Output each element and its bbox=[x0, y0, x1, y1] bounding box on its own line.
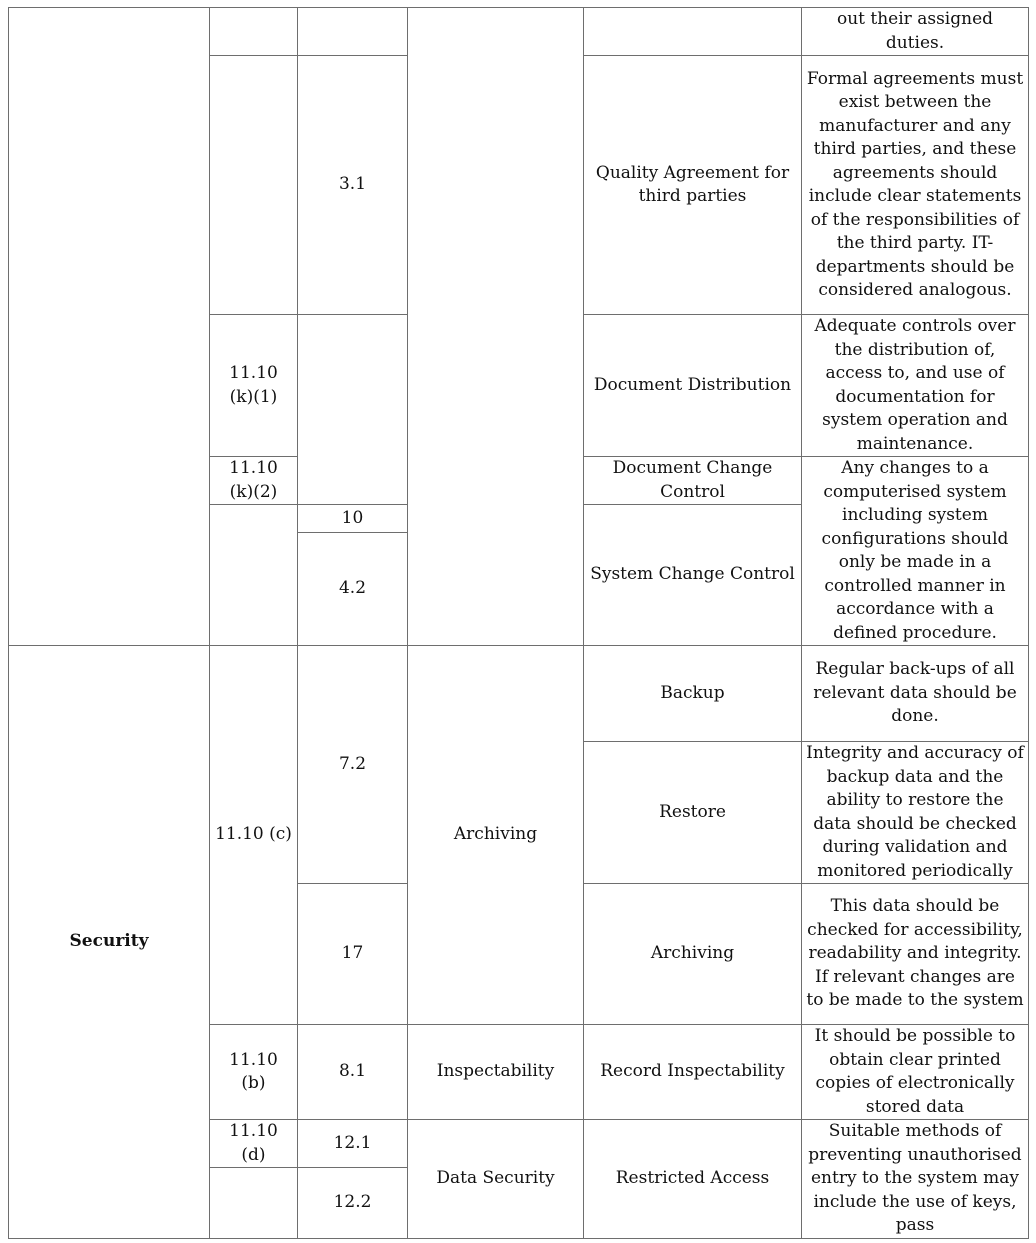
group-cell: Inspectability bbox=[408, 1025, 584, 1120]
title-cell: Document Distribution bbox=[584, 315, 802, 457]
title-cell-empty bbox=[584, 8, 802, 56]
annex-cell: 17 bbox=[298, 884, 408, 1025]
table-row bbox=[9, 8, 1029, 56]
description-cell: Formal agreements must exist between the manufacturer and any third parties, and these agreements should include clear statements of the responsibilities of the third party. IT-departments should be considered analogous. bbox=[802, 56, 1029, 315]
requirements-table-page bbox=[8, 7, 1028, 1239]
annex-cell: 3.1 bbox=[298, 56, 408, 315]
annex-cell: 12.1 bbox=[298, 1120, 408, 1168]
description-cell: Integrity and accuracy of backup data and the ability to restore the data should be checked during validation and monitored periodically bbox=[802, 742, 1029, 884]
description-cell: Any changes to a computerised system including system configurations should only be made in a controlled manner in accordance with a defined procedure. bbox=[802, 457, 1029, 646]
title-cell: Document Change Control bbox=[584, 457, 802, 505]
description-cell: out their assigned duties. bbox=[802, 8, 1029, 56]
table-row bbox=[9, 646, 1029, 742]
annex-cell: 10 bbox=[298, 505, 408, 533]
title-cell: Quality Agreement for third parties bbox=[584, 56, 802, 315]
cfr-cell-empty bbox=[210, 1168, 298, 1238]
group-cell: Data Security bbox=[408, 1120, 584, 1239]
requirements-table bbox=[8, 7, 1029, 1239]
description-cell: Suitable methods of preventing unauthorised entry to the system may include the use of keys, pass bbox=[802, 1120, 1029, 1239]
cfr-cell: 11.10 (k)(1) bbox=[210, 315, 298, 457]
cfr-cell: 11.10 (d) bbox=[210, 1120, 298, 1168]
cfr-cell-empty bbox=[210, 505, 298, 646]
group-cell: Archiving bbox=[408, 646, 584, 1025]
description-cell: This data should be checked for accessibility, readability and integrity. If relevant changes are to be made to the system bbox=[802, 884, 1029, 1025]
title-cell: Archiving bbox=[584, 884, 802, 1025]
cfr-cell: 11.10 (k)(2) bbox=[210, 457, 298, 505]
annex-cell: 12.2 bbox=[298, 1168, 408, 1238]
title-cell: System Change Control bbox=[584, 505, 802, 646]
title-cell: Record Inspectability bbox=[584, 1025, 802, 1120]
title-cell: Restore bbox=[584, 742, 802, 884]
title-cell: Backup bbox=[584, 646, 802, 742]
description-cell: Adequate controls over the distribution of, access to, and use of documentation for system operation and maintenance. bbox=[802, 315, 1029, 457]
cfr-cell-empty bbox=[210, 8, 298, 56]
cfr-cell: 11.10 (c) bbox=[210, 646, 298, 1025]
group-cell-empty bbox=[408, 8, 584, 646]
annex-cell: 8.1 bbox=[298, 1025, 408, 1120]
category-cell-empty bbox=[9, 8, 210, 646]
annex-cell-empty bbox=[298, 8, 408, 56]
cfr-cell-empty bbox=[210, 56, 298, 315]
title-cell: Restricted Access bbox=[584, 1120, 802, 1239]
annex-cell: 4.2 bbox=[298, 533, 408, 646]
annex-cell-empty bbox=[298, 315, 408, 505]
annex-cell: 7.2 bbox=[298, 646, 408, 884]
category-cell: Security bbox=[9, 646, 210, 1239]
description-cell: It should be possible to obtain clear printed copies of electronically stored data bbox=[802, 1025, 1029, 1120]
description-cell: Regular back-ups of all relevant data should be done. bbox=[802, 646, 1029, 742]
cfr-cell: 11.10 (b) bbox=[210, 1025, 298, 1120]
